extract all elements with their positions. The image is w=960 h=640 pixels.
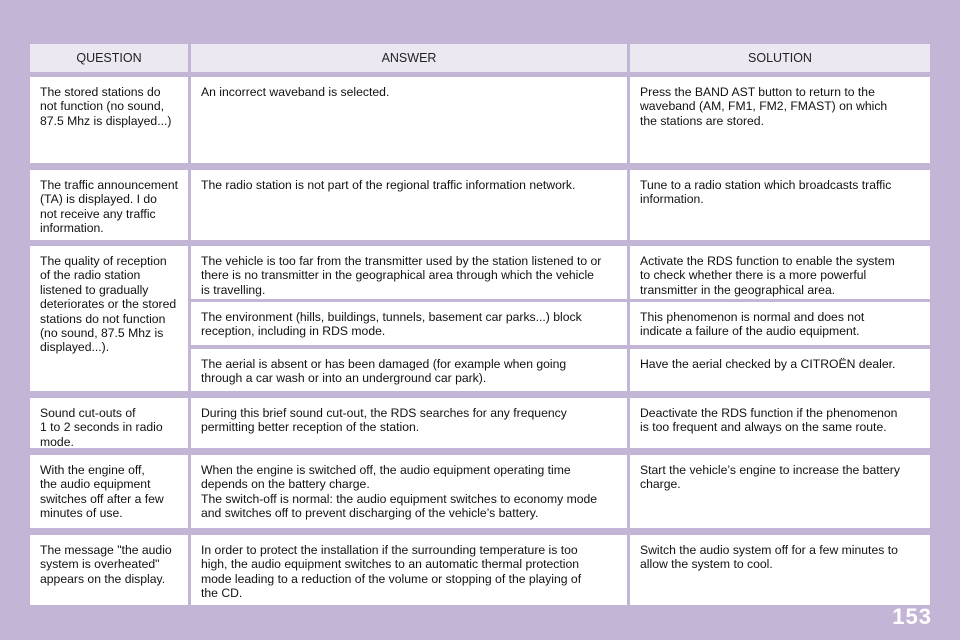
question-text: The message "the audio system is overheated" appears on the display. [40,543,172,586]
answer-cell [191,535,627,605]
solution-text: Have the aerial checked by a CITROËN dealer. [640,357,896,371]
header-answer: ANSWER [191,44,627,72]
solution-text: This phenomenon is normal and does not indicate a failure of the audio equipment. [640,310,865,339]
question-cell [30,535,188,605]
answer-text: The radio station is not part of the regional traffic information network. [201,178,576,192]
question-text: The quality of reception of the radio station listened to gradually deteriorates or the stored stations do not function (no sound, 87.5 Mhz is displayed...). [40,254,177,355]
answer-cell [191,77,627,163]
answer-text: The aerial is absent or has been damaged (for example when going through a car wash or into an underground car park). [201,357,567,386]
page-number: 153 [892,604,932,629]
answer-text: During this brief sound cut-out, the RDS searches for any frequency permitting better reception of the station. [201,406,567,435]
header-solution: SOLUTION [630,44,930,72]
solution-text: Start the vehicle’s engine to increase the battery charge. [640,463,900,492]
question-text: The traffic announcement (TA) is displayed. I do not receive any traffic information. [40,178,178,236]
solution-cell [630,455,930,528]
solution-text: Deactivate the RDS function if the phenomenon is too frequent and always on the same route. [640,406,898,435]
question-text: Sound cut-outs of 1 to 2 seconds in radio mode. [40,406,163,448]
solution-text: Activate the RDS function to enable the system to check whether there is a more powerful transmitter in the geographical area. [640,254,895,297]
header-question: QUESTION [30,44,188,72]
answer-cell [191,246,627,299]
answer-cell [191,455,627,528]
answer-cell [191,349,627,391]
answer-text: An incorrect waveband is selected. [201,85,390,99]
solution-cell [630,170,930,240]
answer-text: The vehicle is too far from the transmitter used by the station listened to or there is no transmitter in the geographical area through which the vehicle is travelling. [201,254,602,297]
solution-cell [630,398,930,448]
question-cell [30,246,188,391]
question-cell [30,77,188,163]
question-text: With the engine off, the audio equipment switches off after a few minutes of use. [40,463,164,521]
solution-cell [630,535,930,605]
solution-cell [630,349,930,391]
solution-text: Switch the audio system off for a few minutes to allow the system to cool. [640,543,898,572]
answer-cell [191,398,627,448]
question-cell [30,398,188,448]
solution-cell [630,77,930,163]
solution-text: Tune to a radio station which broadcasts traffic information. [640,178,892,207]
answer-text: When the engine is switched off, the audio equipment operating time depends on the battery charge. The switch-off is normal: the audio equipment switches to economy mode and switches off to prevent discharging of the vehicle’s battery. [201,463,598,521]
answer-text: The environment (hills, buildings, tunnels, basement car parks...) block reception, including in RDS mode. [201,310,582,339]
solution-cell [630,246,930,299]
answer-text: In order to protect the installation if the surrounding temperature is too high, the audio equipment switches to an automatic thermal protection mode leading to a reduction of the volume or stopping of the playing of the CD. [201,543,582,601]
answer-cell [191,170,627,240]
solution-cell [630,302,930,345]
solution-text: Press the BAND AST button to return to the waveband (AM, FM1, FM2, FMAST) on which the stations are stored. [640,85,888,128]
answer-cell [191,302,627,345]
question-cell [30,455,188,528]
question-cell [30,170,188,240]
question-text: The stored stations do not function (no sound, 87.5 Mhz is displayed...) [40,85,172,128]
